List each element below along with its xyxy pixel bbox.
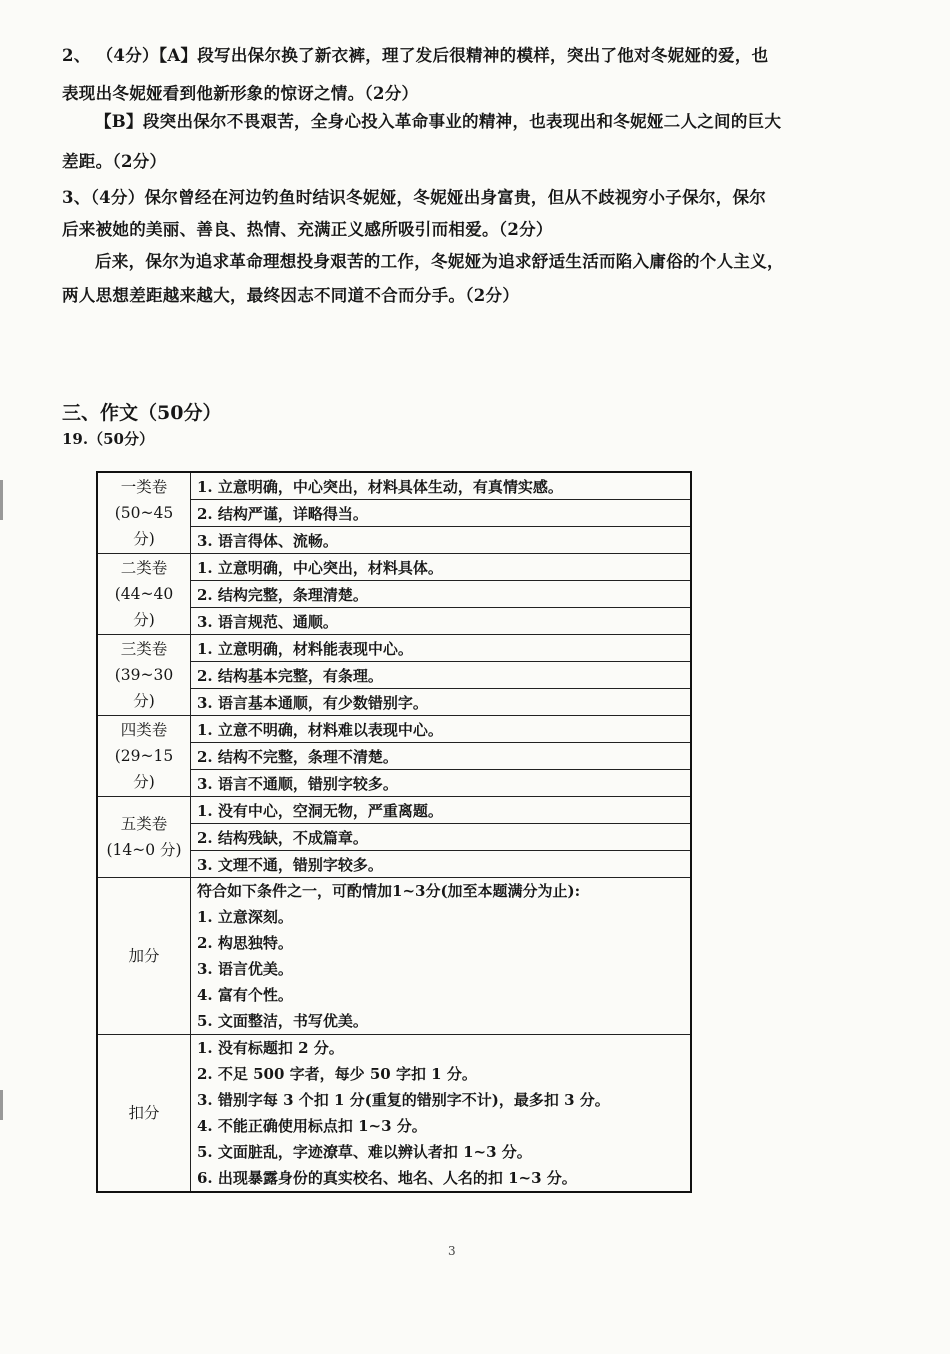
answer-q2-line3: 【B】段突出保尔不畏艰苦，全身心投入革命事业的精神，也表现出和冬妮娅二人之间的巨大 <box>95 112 782 131</box>
answer-q2-line2: 表现出冬妮娅看到他新形象的惊讶之情。（2分） <box>62 84 419 103</box>
deduct-criteria <box>191 1035 692 1193</box>
criterion: 1. 立意明确，材料能表现中心。 <box>191 635 692 662</box>
page-number: 3 <box>448 1244 456 1258</box>
grade-cell <box>97 635 191 716</box>
scan-edge-mark <box>0 480 3 520</box>
grade-name: 四类卷 <box>120 721 168 739</box>
grade-cell <box>97 797 191 878</box>
bonus-line: 4. 富有个性。 <box>197 986 293 1004</box>
deduct-line: 3. 错别字每 3 个扣 1 分(重复的错别字不计)，最多扣 3 分。 <box>197 1091 610 1109</box>
bonus-line: 5. 文面整洁，书写优美。 <box>197 1012 368 1030</box>
scan-edge-mark <box>0 1090 3 1120</box>
criterion: 3. 语言不通顺，错别字较多。 <box>191 770 692 797</box>
table-row <box>97 878 691 1035</box>
bonus-criteria <box>191 878 692 1035</box>
answer-q3-line1: 3、（4分）保尔曾经在河边钓鱼时结识冬妮娅，冬妮娅出身富贵，但从不歧视穷小子保尔，保尔 <box>62 188 767 207</box>
deduct-line: 4. 不能正确使用标点扣 1~3 分。 <box>197 1117 427 1135</box>
answer-q2-line4: 差距。（2分） <box>62 152 167 171</box>
criterion: 2. 结构完整，条理清楚。 <box>191 581 692 608</box>
criterion: 3. 语言规范、通顺。 <box>191 608 692 635</box>
table-row <box>97 716 691 743</box>
answer-q3-line4: 两人思想差距越来越大，最终因志不同道不合而分手。（2分） <box>62 286 520 305</box>
grade-range: (50~45 分) <box>114 504 174 548</box>
grade-name: 二类卷 <box>120 559 168 577</box>
criterion: 2. 结构残缺，不成篇章。 <box>191 824 692 851</box>
grade-range: (39~30 分) <box>114 666 174 710</box>
criterion: 3. 语言得体、流畅。 <box>191 527 692 554</box>
deduct-line: 1. 没有标题扣 2 分。 <box>197 1039 344 1057</box>
deduct-line: 5. 文面脏乱，字迹潦草、难以辨认者扣 1~3 分。 <box>197 1143 532 1161</box>
scoring-rubric-table <box>96 471 692 1193</box>
criterion: 3. 文理不通，错别字较多。 <box>191 851 692 878</box>
answer-q3-line3: 后来，保尔为追求革命理想投身艰苦的工作，冬妮娅为追求舒适生活而陷入庸俗的个人主义， <box>95 252 784 271</box>
question-label: 19.（50分） <box>62 430 154 448</box>
table-row <box>97 554 691 581</box>
bonus-line: 2. 构思独特。 <box>197 934 293 952</box>
criterion: 3. 语言基本通顺，有少数错别字。 <box>191 689 692 716</box>
criterion: 2. 结构基本完整，有条理。 <box>191 662 692 689</box>
bonus-label: 加分 <box>97 878 191 1035</box>
bonus-line: 1. 立意深刻。 <box>197 908 293 926</box>
deduct-label: 扣分 <box>97 1035 191 1193</box>
grade-cell <box>97 472 191 554</box>
grade-cell <box>97 554 191 635</box>
grade-name: 三类卷 <box>120 640 168 658</box>
criterion: 1. 没有中心，空洞无物，严重离题。 <box>191 797 692 824</box>
criterion: 2. 结构不完整，条理不清楚。 <box>191 743 692 770</box>
grade-range: (14~0 分) <box>106 841 182 859</box>
table-row <box>97 1035 691 1193</box>
criterion: 1. 立意不明确，材料难以表现中心。 <box>191 716 692 743</box>
table-row <box>97 472 691 500</box>
table-row <box>97 797 691 824</box>
deduct-line: 2. 不足 500 字者，每少 50 字扣 1 分。 <box>197 1065 477 1083</box>
grade-cell <box>97 716 191 797</box>
section-title: 三、作文（50分） <box>62 402 222 424</box>
table-row <box>97 635 691 662</box>
bonus-line: 符合如下条件之一，可酌情加1~3分(加至本题满分为止): <box>197 882 581 900</box>
grade-range: (44~40 分) <box>114 585 174 629</box>
grade-name: 五类卷 <box>120 815 168 833</box>
answer-q3-line2: 后来被她的美丽、善良、热情、充满正义感所吸引而相爱。（2分） <box>62 220 553 239</box>
grade-range: (29~15 分) <box>114 747 174 791</box>
answer-q2-line1: 2、 （4分）【A】段写出保尔换了新衣裤，理了发后很精神的模样，突出了他对冬妮娅的爱，也 <box>62 46 769 65</box>
criterion: 2. 结构严谨，详略得当。 <box>191 500 692 527</box>
deduct-line: 6. 出现暴露身份的真实校名、地名、人名的扣 1~3 分。 <box>197 1169 577 1187</box>
grade-name: 一类卷 <box>120 478 168 496</box>
bonus-line: 3. 语言优美。 <box>197 960 293 978</box>
criterion: 1. 立意明确，中心突出，材料具体生动，有真情实感。 <box>191 472 692 500</box>
criterion: 1. 立意明确，中心突出，材料具体。 <box>191 554 692 581</box>
